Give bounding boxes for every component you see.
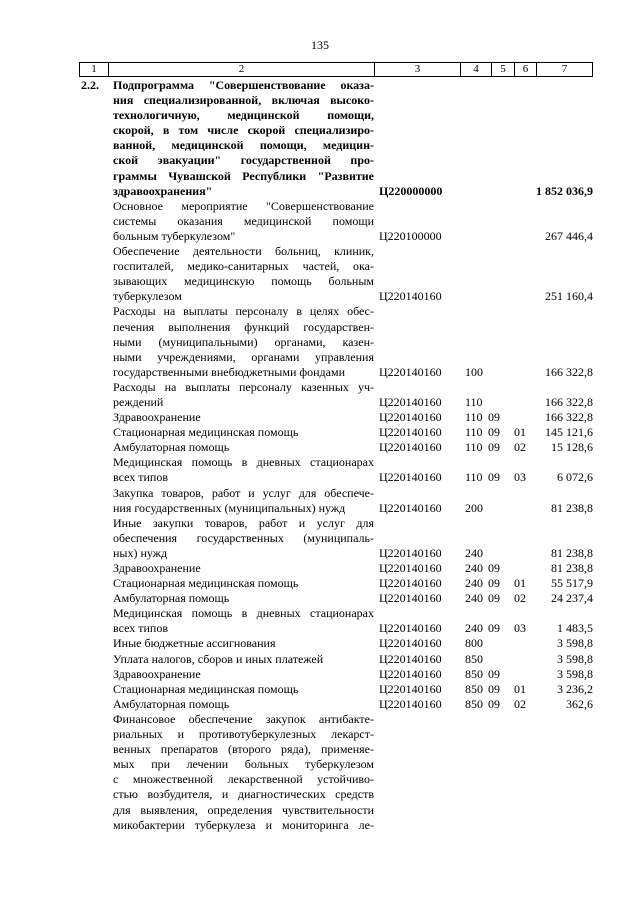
target-code: Ц220100000 <box>379 228 442 243</box>
expense-type: 240 <box>465 591 483 606</box>
amount: 267 446,4 <box>545 228 593 243</box>
header-col-2: 2 <box>109 63 375 76</box>
section-code: 09 <box>488 561 500 575</box>
expense-type: 850 <box>465 681 483 696</box>
target-code: Ц220140160 <box>379 394 442 409</box>
amount: 1 852 036,9 <box>536 183 593 198</box>
expense-type: 240 <box>465 545 483 560</box>
description-line: зывающих медицинскую помощь больным <box>113 274 374 289</box>
target-code: Ц220140160 <box>379 591 442 606</box>
description-line: ванной, медицинской помощи, медицин- <box>113 138 374 153</box>
section-code: 09 <box>488 470 500 485</box>
subsection-code: 02 <box>514 440 526 455</box>
target-code: Ц220140160 <box>379 561 442 575</box>
target-code: Ц220140160 <box>379 289 442 304</box>
description-line: риальных и противотуберкулезных лекарст- <box>113 727 374 742</box>
target-code: Ц220140160 <box>379 696 442 711</box>
description-line: Основное мероприятие "Совершенствование <box>113 198 374 213</box>
description-line: системы оказания медицинской помощи <box>113 213 374 228</box>
description-line: Амбулаторная помощь <box>113 696 230 711</box>
table-row <box>79 78 593 199</box>
description-line: ния специализированной, включая высоко- <box>113 93 374 108</box>
row-description <box>113 576 374 591</box>
table-row <box>79 561 593 576</box>
amount: 81 238,8 <box>551 561 593 575</box>
amount: 145 121,6 <box>545 425 593 440</box>
table-row <box>79 697 593 712</box>
description-line: ными учреждениями, органами управления <box>113 349 374 364</box>
expense-type: 240 <box>465 576 483 591</box>
description-line: Иные закупки товаров, работ и услуг для <box>113 515 374 530</box>
table-row <box>79 712 593 833</box>
target-code: Ц220140160 <box>379 651 442 666</box>
description-line: Медицинская помощь в дневных стационарах <box>113 455 374 470</box>
row-description <box>113 244 374 304</box>
amount: 3 598,8 <box>557 666 593 681</box>
expense-type: 200 <box>465 500 483 515</box>
description-line: Амбулаторная помощь <box>113 591 230 606</box>
row-description <box>113 455 374 485</box>
amount: 1 483,5 <box>557 621 593 636</box>
subsection-code: 02 <box>514 696 526 711</box>
description-line: микобактерии туберкулеза и мониторинга ле- <box>113 817 374 832</box>
description-line: всех типов <box>113 470 168 485</box>
table-row <box>79 516 593 561</box>
expense-type: 110 <box>465 394 483 409</box>
section-code: 09 <box>488 696 500 711</box>
section-code: 09 <box>488 591 500 606</box>
section-code: 09 <box>488 666 500 681</box>
target-code: Ц220140160 <box>379 545 442 560</box>
row-description <box>113 410 374 425</box>
row-description <box>113 561 374 576</box>
row-description <box>113 440 374 455</box>
amount: 166 322,8 <box>545 364 593 379</box>
description-line: Здравоохранение <box>113 410 201 425</box>
description-line: мых при лечении больных туберкулезом <box>113 757 374 772</box>
row-description <box>113 652 374 667</box>
header-col-7: 7 <box>561 63 568 75</box>
table-row <box>79 636 593 651</box>
expense-type: 110 <box>465 410 483 425</box>
description-line: Обеспечение деятельности больниц, клиник, <box>113 244 374 259</box>
row-description <box>113 380 374 410</box>
subsection-code: 03 <box>514 621 526 636</box>
row-description <box>113 516 374 561</box>
subsection-code: 02 <box>514 591 526 606</box>
description-line: стью возбудителя, и диагностических средств <box>113 787 374 802</box>
description-line: Стационарная медицинская помощь <box>113 681 299 696</box>
amount: 166 322,8 <box>545 394 593 409</box>
description-line: Уплата налогов, сборов и иных платежей <box>113 651 324 666</box>
table-row <box>79 440 593 455</box>
description-line: Здравоохранение <box>113 561 201 575</box>
row-description <box>113 591 374 606</box>
description-line: печения выполнения функций государствен- <box>113 319 374 334</box>
description-line: обеспечения государственных (муниципаль- <box>113 530 374 545</box>
amount: 3 598,8 <box>557 636 593 651</box>
target-code: Ц220140160 <box>379 636 442 651</box>
row-description <box>113 199 374 244</box>
amount: 24 237,4 <box>551 591 593 606</box>
description-line: граммы Чувашской Республики "Развитие <box>113 168 374 183</box>
description-line: всех типов <box>113 621 168 636</box>
row-description <box>113 667 374 682</box>
row-description <box>113 304 374 379</box>
table-header <box>79 62 593 77</box>
expense-type: 850 <box>465 651 483 666</box>
description-line: Закупка товаров, работ и услуг для обеспече- <box>113 485 374 500</box>
amount: 15 128,6 <box>551 440 593 455</box>
row-description <box>113 425 374 440</box>
description-line: госпиталей, медико-санитарных частей, ока- <box>113 259 374 274</box>
target-code: Ц220140160 <box>379 666 442 681</box>
row-description <box>113 606 374 636</box>
row-description <box>113 682 374 697</box>
description-line: Амбулаторная помощь <box>113 440 230 455</box>
table-row <box>79 199 593 244</box>
amount: 362,6 <box>566 696 593 711</box>
table-row <box>79 455 593 485</box>
row-description <box>113 486 374 516</box>
expense-type: 850 <box>465 666 483 681</box>
description-line: ными (муниципальными) органами, казен- <box>113 334 374 349</box>
row-description <box>113 78 374 199</box>
table-row <box>79 244 593 304</box>
header-col-3: 3 <box>375 63 461 76</box>
section-code: 09 <box>488 576 500 591</box>
description-line: Расходы на выплаты персоналу казенных уч- <box>113 379 374 394</box>
header-col-6: 6 <box>515 63 537 76</box>
header-col-1: 1 <box>80 63 109 76</box>
description-line: Медицинская помощь в дневных стационарах <box>113 606 374 621</box>
description-line: для выявления, определения чувствительности <box>113 802 374 817</box>
description-line: Иные бюджетные ассигнования <box>113 636 276 651</box>
description-line: государственными внебюджетными фондами <box>113 364 346 379</box>
section-code: 09 <box>488 425 500 440</box>
target-code: Ц220140160 <box>379 440 442 455</box>
description-line: технологичную, медицинской помощи, <box>113 108 374 123</box>
expense-type: 110 <box>465 470 483 485</box>
amount: 166 322,8 <box>545 410 593 425</box>
expense-type: 240 <box>465 621 483 636</box>
row-description <box>113 697 374 712</box>
row-description <box>113 712 374 833</box>
expense-type: 110 <box>465 440 483 455</box>
target-code: Ц220140160 <box>379 364 442 379</box>
expense-type: 850 <box>465 696 483 711</box>
description-line: венных препаратов (второго ряда), применяе- <box>113 742 374 757</box>
expense-type: 100 <box>465 364 483 379</box>
subsection-code: 01 <box>514 576 526 591</box>
section-code: 09 <box>488 440 500 455</box>
table-row <box>79 576 593 591</box>
table-row <box>79 652 593 667</box>
target-code: Ц220140160 <box>379 410 442 425</box>
description-line: с множественной лекарственной устойчиво- <box>113 772 374 787</box>
description-line: Стационарная медицинская помощь <box>113 576 299 591</box>
amount: 251 160,4 <box>545 289 593 304</box>
row-number: 2.2. <box>81 78 99 92</box>
description-line: здравоохранения" <box>113 183 213 198</box>
description-line: скорой, в том числе скорой специализиро- <box>113 123 374 138</box>
subsection-code: 03 <box>514 470 526 485</box>
subsection-code: 01 <box>514 425 526 440</box>
header-col-5: 5 <box>492 63 515 76</box>
description-line: Расходы на выплаты персоналу в целях обес- <box>113 304 374 319</box>
page-number: 135 <box>311 38 329 52</box>
amount: 81 238,8 <box>551 545 593 560</box>
description-line: Подпрограмма "Совершенствование оказа- <box>113 78 374 92</box>
table-row <box>79 606 593 636</box>
table-row <box>79 425 593 440</box>
description-line: ных) нужд <box>113 545 168 560</box>
target-code: Ц220140160 <box>379 681 442 696</box>
amount: 3 598,8 <box>557 651 593 666</box>
expense-type: 800 <box>465 636 483 651</box>
table-row <box>79 380 593 410</box>
target-code: Ц220140160 <box>379 621 442 636</box>
table-body <box>79 78 593 833</box>
amount: 3 236,2 <box>557 681 593 696</box>
table-row <box>79 667 593 682</box>
description-line: Стационарная медицинская помощь <box>113 425 299 440</box>
table-row <box>79 304 593 379</box>
target-code: Ц220000000 <box>379 183 443 198</box>
description-line: ской эвакуации" государственной про- <box>113 153 374 168</box>
amount: 81 238,8 <box>551 500 593 515</box>
target-code: Ц220140160 <box>379 576 442 591</box>
subsection-code: 01 <box>514 681 526 696</box>
target-code: Ц220140160 <box>379 425 442 440</box>
amount: 55 517,9 <box>551 576 593 591</box>
description-line: больным туберкулезом" <box>113 228 236 243</box>
table-row <box>79 682 593 697</box>
target-code: Ц220140160 <box>379 470 442 485</box>
description-line: ния государственных (муниципальных) нужд <box>113 500 346 515</box>
section-code: 09 <box>488 410 500 425</box>
description-line: Здравоохранение <box>113 666 201 681</box>
description-line: туберкулезом <box>113 289 182 304</box>
expense-type: 110 <box>465 425 483 440</box>
section-code: 09 <box>488 681 500 696</box>
expense-type: 240 <box>465 561 483 575</box>
section-code: 09 <box>488 621 500 636</box>
header-col-4: 4 <box>461 63 492 76</box>
table-row <box>79 486 593 516</box>
table-row <box>79 591 593 606</box>
row-description <box>113 636 374 651</box>
target-code: Ц220140160 <box>379 500 442 515</box>
amount: 6 072,6 <box>557 470 593 485</box>
description-line: Финансовое обеспечение закупок антибакте- <box>113 711 374 726</box>
table-row <box>79 410 593 425</box>
description-line: реждений <box>113 394 164 409</box>
